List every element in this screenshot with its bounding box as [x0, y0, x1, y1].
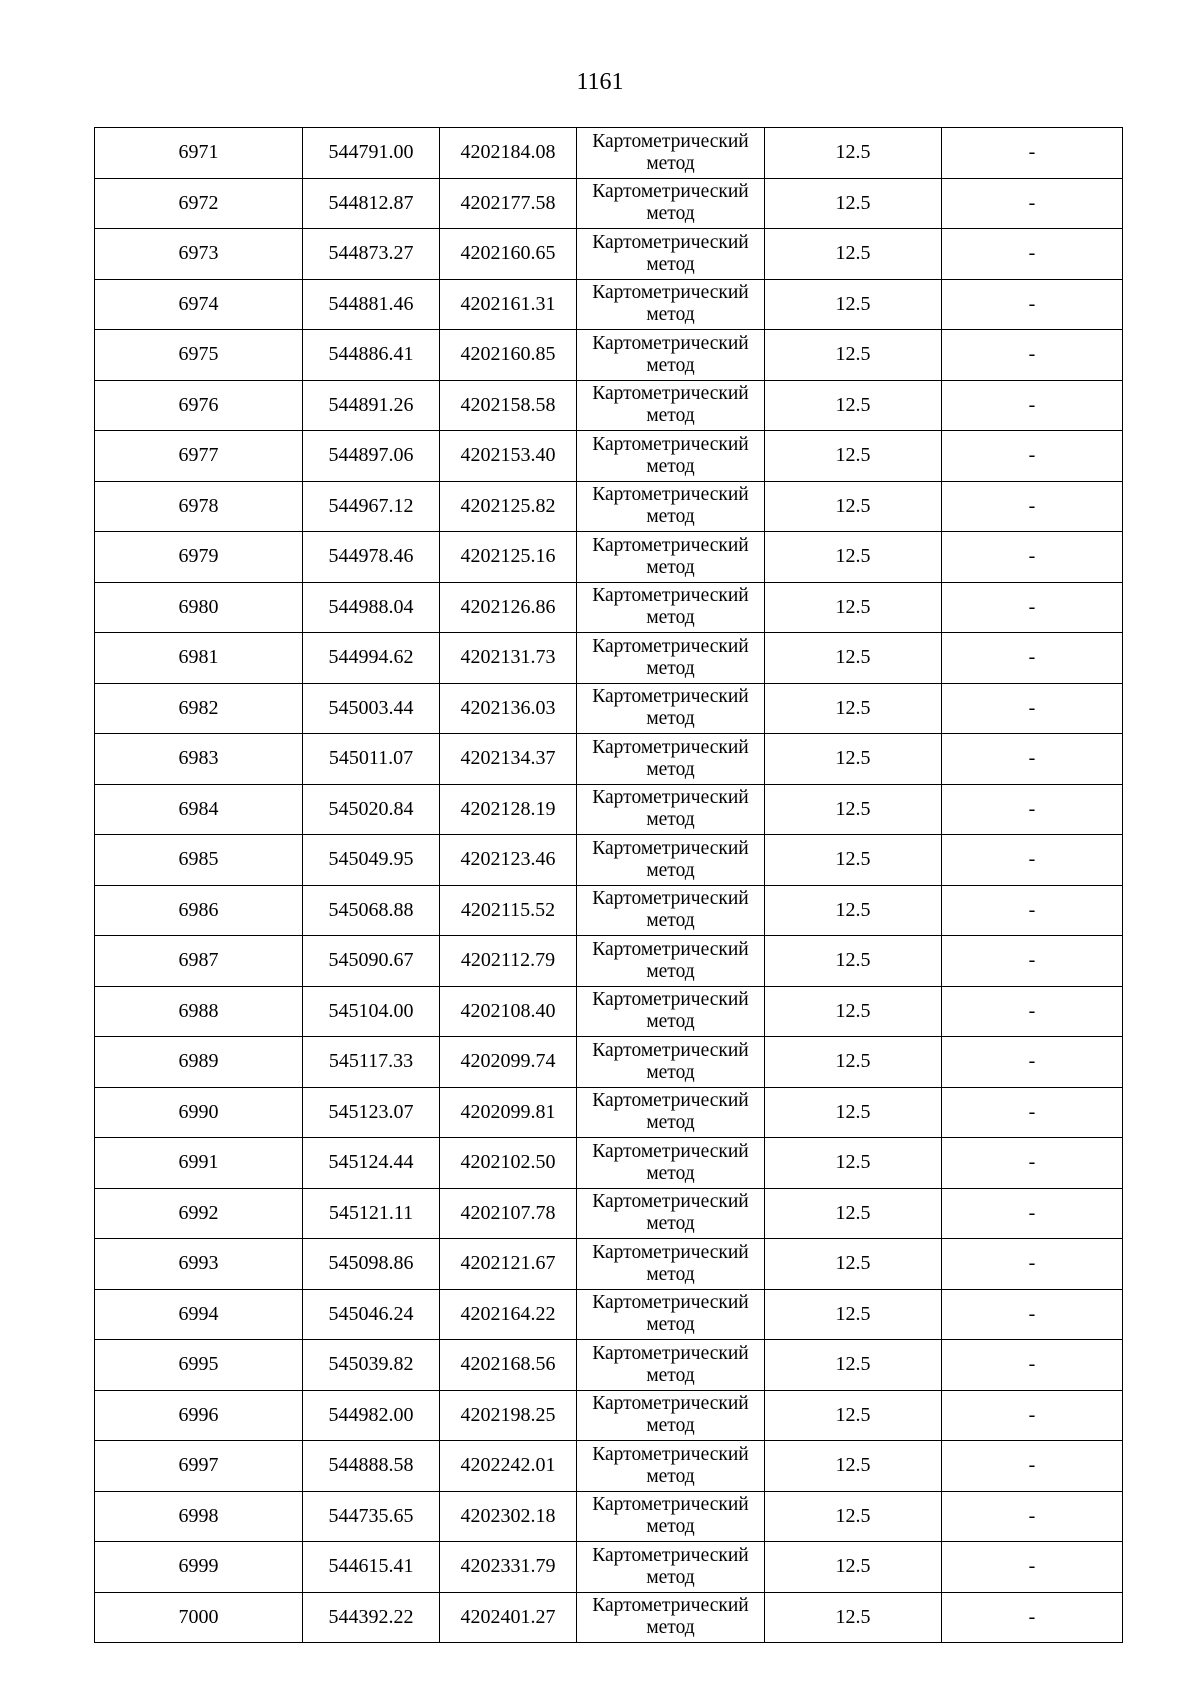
y-coordinate-cell: 4202121.67	[440, 1239, 577, 1290]
description-cell: -	[942, 178, 1123, 229]
method-line-1: Картометрический	[592, 282, 749, 304]
method-cell	[577, 330, 765, 381]
x-coordinate-cell: 544392.22	[303, 1592, 440, 1643]
method-line-1: Картометрический	[592, 1140, 749, 1162]
accuracy-cell: 12.5	[765, 633, 942, 684]
method-cell	[577, 1188, 765, 1239]
point-number-cell: 6987	[95, 936, 303, 987]
point-number-cell: 6994	[95, 1289, 303, 1340]
method-line-2: метод	[646, 253, 695, 275]
method-line-2: метод	[646, 1011, 695, 1033]
point-number-cell: 6998	[95, 1491, 303, 1542]
method-cell	[577, 1239, 765, 1290]
description-cell: -	[942, 1441, 1123, 1492]
method-cell	[577, 1087, 765, 1138]
table-row	[95, 279, 1123, 330]
accuracy-cell: 12.5	[765, 229, 942, 280]
y-coordinate-cell: 4202128.19	[440, 784, 577, 835]
description-cell: -	[942, 330, 1123, 381]
method-cell	[577, 986, 765, 1037]
method-line-2: метод	[646, 708, 695, 730]
table-row	[95, 734, 1123, 785]
method-line-2: метод	[646, 203, 695, 225]
accuracy-cell: 12.5	[765, 330, 942, 381]
y-coordinate-cell: 4202158.58	[440, 380, 577, 431]
method-cell	[577, 1037, 765, 1088]
point-number-cell: 6981	[95, 633, 303, 684]
method-line-1: Картометрический	[592, 181, 749, 203]
x-coordinate-cell: 544891.26	[303, 380, 440, 431]
x-coordinate-cell: 544735.65	[303, 1491, 440, 1542]
accuracy-cell: 12.5	[765, 1542, 942, 1593]
x-coordinate-cell: 545124.44	[303, 1138, 440, 1189]
method-line-1: Картометрический	[592, 1494, 749, 1516]
description-cell: -	[942, 380, 1123, 431]
method-line-1: Картометрический	[592, 383, 749, 405]
y-coordinate-cell: 4202160.65	[440, 229, 577, 280]
y-coordinate-cell: 4202198.25	[440, 1390, 577, 1441]
method-line-1: Картометрический	[592, 888, 749, 910]
accuracy-cell: 12.5	[765, 380, 942, 431]
point-number-cell: 6976	[95, 380, 303, 431]
y-coordinate-cell: 4202177.58	[440, 178, 577, 229]
y-coordinate-cell: 4202184.08	[440, 128, 577, 179]
method-cell	[577, 532, 765, 583]
table-row	[95, 683, 1123, 734]
x-coordinate-cell: 545020.84	[303, 784, 440, 835]
method-cell	[577, 481, 765, 532]
x-coordinate-cell: 545098.86	[303, 1239, 440, 1290]
description-cell: -	[942, 734, 1123, 785]
point-number-cell: 6999	[95, 1542, 303, 1593]
accuracy-cell: 12.5	[765, 1289, 942, 1340]
method-line-1: Картометрический	[592, 433, 749, 455]
table-row	[95, 1188, 1123, 1239]
point-number-cell: 6996	[95, 1390, 303, 1441]
y-coordinate-cell: 4202302.18	[440, 1491, 577, 1542]
method-line-1: Картометрический	[592, 736, 749, 758]
x-coordinate-cell: 544812.87	[303, 178, 440, 229]
method-line-1: Картометрический	[592, 989, 749, 1011]
method-line-2: метод	[646, 607, 695, 629]
accuracy-cell: 12.5	[765, 1138, 942, 1189]
method-cell	[577, 431, 765, 482]
table-row	[95, 1592, 1123, 1643]
description-cell: -	[942, 885, 1123, 936]
accuracy-cell: 12.5	[765, 1037, 942, 1088]
table-row	[95, 582, 1123, 633]
method-line-1: Картометрический	[592, 585, 749, 607]
table-row	[95, 1390, 1123, 1441]
point-number-cell: 6979	[95, 532, 303, 583]
method-cell	[577, 885, 765, 936]
y-coordinate-cell: 4202131.73	[440, 633, 577, 684]
method-line-1: Картометрический	[592, 1342, 749, 1364]
description-cell: -	[942, 683, 1123, 734]
method-cell	[577, 1441, 765, 1492]
x-coordinate-cell: 545039.82	[303, 1340, 440, 1391]
accuracy-cell: 12.5	[765, 986, 942, 1037]
table-row	[95, 1239, 1123, 1290]
method-line-2: метод	[646, 809, 695, 831]
method-line-1: Картометрический	[592, 837, 749, 859]
x-coordinate-cell: 545117.33	[303, 1037, 440, 1088]
table-row	[95, 1340, 1123, 1391]
method-cell	[577, 784, 765, 835]
table-row	[95, 1441, 1123, 1492]
point-number-cell: 6990	[95, 1087, 303, 1138]
point-number-cell: 6985	[95, 835, 303, 886]
point-number-cell: 6972	[95, 178, 303, 229]
accuracy-cell: 12.5	[765, 279, 942, 330]
accuracy-cell: 12.5	[765, 835, 942, 886]
accuracy-cell: 12.5	[765, 1239, 942, 1290]
method-line-2: метод	[646, 1314, 695, 1336]
description-cell: -	[942, 1138, 1123, 1189]
method-line-1: Картометрический	[592, 1393, 749, 1415]
method-line-1: Картометрический	[592, 938, 749, 960]
table-row	[95, 330, 1123, 381]
x-coordinate-cell: 544791.00	[303, 128, 440, 179]
x-coordinate-cell: 545123.07	[303, 1087, 440, 1138]
method-line-1: Картометрический	[592, 1595, 749, 1617]
y-coordinate-cell: 4202108.40	[440, 986, 577, 1037]
method-line-2: метод	[646, 1364, 695, 1386]
point-number-cell: 6989	[95, 1037, 303, 1088]
x-coordinate-cell: 544967.12	[303, 481, 440, 532]
table-row	[95, 380, 1123, 431]
table-body	[95, 128, 1123, 1643]
method-line-1: Картометрический	[592, 1292, 749, 1314]
accuracy-cell: 12.5	[765, 431, 942, 482]
method-line-2: метод	[646, 910, 695, 932]
point-number-cell: 6995	[95, 1340, 303, 1391]
method-line-2: метод	[646, 152, 695, 174]
table-row	[95, 936, 1123, 987]
description-cell: -	[942, 1289, 1123, 1340]
method-line-2: метод	[646, 960, 695, 982]
method-cell	[577, 835, 765, 886]
table-row	[95, 784, 1123, 835]
method-cell	[577, 1138, 765, 1189]
method-line-1: Картометрический	[592, 1443, 749, 1465]
y-coordinate-cell: 4202102.50	[440, 1138, 577, 1189]
description-cell: -	[942, 784, 1123, 835]
method-line-1: Картометрический	[592, 130, 749, 152]
page-number: 1161	[576, 69, 624, 95]
method-cell	[577, 380, 765, 431]
table-row	[95, 532, 1123, 583]
coordinates-table	[94, 127, 1123, 1643]
method-line-2: метод	[646, 758, 695, 780]
accuracy-cell: 12.5	[765, 1188, 942, 1239]
x-coordinate-cell: 545068.88	[303, 885, 440, 936]
method-line-2: метод	[646, 1415, 695, 1437]
accuracy-cell: 12.5	[765, 683, 942, 734]
method-line-2: метод	[646, 1112, 695, 1134]
accuracy-cell: 12.5	[765, 1340, 942, 1391]
point-number-cell: 7000	[95, 1592, 303, 1643]
x-coordinate-cell: 544886.41	[303, 330, 440, 381]
description-cell: -	[942, 1340, 1123, 1391]
y-coordinate-cell: 4202125.16	[440, 532, 577, 583]
y-coordinate-cell: 4202164.22	[440, 1289, 577, 1340]
method-cell	[577, 1340, 765, 1391]
method-line-2: метод	[646, 1465, 695, 1487]
method-line-2: метод	[646, 556, 695, 578]
accuracy-cell: 12.5	[765, 481, 942, 532]
x-coordinate-cell: 544982.00	[303, 1390, 440, 1441]
method-cell	[577, 178, 765, 229]
method-line-2: метод	[646, 657, 695, 679]
method-cell	[577, 128, 765, 179]
method-line-2: метод	[646, 405, 695, 427]
table-row	[95, 1289, 1123, 1340]
accuracy-cell: 12.5	[765, 936, 942, 987]
method-line-2: метод	[646, 1516, 695, 1538]
method-line-2: метод	[646, 455, 695, 477]
description-cell: -	[942, 582, 1123, 633]
method-cell	[577, 734, 765, 785]
method-line-2: метод	[646, 304, 695, 326]
method-line-1: Картометрический	[592, 1191, 749, 1213]
x-coordinate-cell: 545003.44	[303, 683, 440, 734]
x-coordinate-cell: 544988.04	[303, 582, 440, 633]
y-coordinate-cell: 4202161.31	[440, 279, 577, 330]
accuracy-cell: 12.5	[765, 178, 942, 229]
accuracy-cell: 12.5	[765, 1592, 942, 1643]
y-coordinate-cell: 4202126.86	[440, 582, 577, 633]
description-cell: -	[942, 1087, 1123, 1138]
method-cell	[577, 633, 765, 684]
method-line-1: Картометрический	[592, 787, 749, 809]
table-row	[95, 178, 1123, 229]
accuracy-cell: 12.5	[765, 532, 942, 583]
method-cell	[577, 1542, 765, 1593]
x-coordinate-cell: 545046.24	[303, 1289, 440, 1340]
description-cell: -	[942, 431, 1123, 482]
method-cell	[577, 279, 765, 330]
accuracy-cell: 12.5	[765, 128, 942, 179]
description-cell: -	[942, 128, 1123, 179]
method-line-2: метод	[646, 1617, 695, 1639]
y-coordinate-cell: 4202153.40	[440, 431, 577, 482]
y-coordinate-cell: 4202115.52	[440, 885, 577, 936]
point-number-cell: 6986	[95, 885, 303, 936]
description-cell: -	[942, 1592, 1123, 1643]
x-coordinate-cell: 545121.11	[303, 1188, 440, 1239]
method-cell	[577, 1592, 765, 1643]
method-line-1: Картометрический	[592, 1544, 749, 1566]
method-line-1: Картометрический	[592, 1039, 749, 1061]
method-cell	[577, 1390, 765, 1441]
table-row	[95, 431, 1123, 482]
description-cell: -	[942, 986, 1123, 1037]
x-coordinate-cell: 544897.06	[303, 431, 440, 482]
accuracy-cell: 12.5	[765, 1491, 942, 1542]
table-row	[95, 885, 1123, 936]
y-coordinate-cell: 4202168.56	[440, 1340, 577, 1391]
x-coordinate-cell: 544994.62	[303, 633, 440, 684]
method-line-2: метод	[646, 506, 695, 528]
description-cell: -	[942, 532, 1123, 583]
method-line-2: метод	[646, 1213, 695, 1235]
method-cell	[577, 582, 765, 633]
method-line-1: Картометрический	[592, 231, 749, 253]
method-line-2: метод	[646, 1061, 695, 1083]
x-coordinate-cell: 544978.46	[303, 532, 440, 583]
table-row	[95, 1491, 1123, 1542]
table-row	[95, 986, 1123, 1037]
method-line-2: метод	[646, 1162, 695, 1184]
description-cell: -	[942, 481, 1123, 532]
y-coordinate-cell: 4202401.27	[440, 1592, 577, 1643]
x-coordinate-cell: 545090.67	[303, 936, 440, 987]
description-cell: -	[942, 1390, 1123, 1441]
point-number-cell: 6983	[95, 734, 303, 785]
table-row	[95, 1542, 1123, 1593]
table-row	[95, 1138, 1123, 1189]
point-number-cell: 6991	[95, 1138, 303, 1189]
method-cell	[577, 1491, 765, 1542]
y-coordinate-cell: 4202242.01	[440, 1441, 577, 1492]
point-number-cell: 6984	[95, 784, 303, 835]
method-line-1: Картометрический	[592, 1090, 749, 1112]
method-line-1: Картометрический	[592, 686, 749, 708]
table-row	[95, 229, 1123, 280]
accuracy-cell: 12.5	[765, 1087, 942, 1138]
description-cell: -	[942, 279, 1123, 330]
point-number-cell: 6997	[95, 1441, 303, 1492]
method-line-2: метод	[646, 1263, 695, 1285]
accuracy-cell: 12.5	[765, 734, 942, 785]
point-number-cell: 6974	[95, 279, 303, 330]
point-number-cell: 6993	[95, 1239, 303, 1290]
method-cell	[577, 229, 765, 280]
table-row	[95, 128, 1123, 179]
description-cell: -	[942, 633, 1123, 684]
description-cell: -	[942, 1239, 1123, 1290]
y-coordinate-cell: 4202099.74	[440, 1037, 577, 1088]
table-row	[95, 1087, 1123, 1138]
method-line-1: Картометрический	[592, 534, 749, 556]
y-coordinate-cell: 4202331.79	[440, 1542, 577, 1593]
point-number-cell: 6971	[95, 128, 303, 179]
point-number-cell: 6992	[95, 1188, 303, 1239]
y-coordinate-cell: 4202123.46	[440, 835, 577, 886]
y-coordinate-cell: 4202107.78	[440, 1188, 577, 1239]
y-coordinate-cell: 4202134.37	[440, 734, 577, 785]
method-cell	[577, 683, 765, 734]
x-coordinate-cell: 545049.95	[303, 835, 440, 886]
accuracy-cell: 12.5	[765, 784, 942, 835]
x-coordinate-cell: 545104.00	[303, 986, 440, 1037]
method-line-1: Картометрический	[592, 332, 749, 354]
y-coordinate-cell: 4202125.82	[440, 481, 577, 532]
x-coordinate-cell: 544888.58	[303, 1441, 440, 1492]
point-number-cell: 6980	[95, 582, 303, 633]
table-row	[95, 1037, 1123, 1088]
description-cell: -	[942, 936, 1123, 987]
x-coordinate-cell: 544873.27	[303, 229, 440, 280]
table-row	[95, 481, 1123, 532]
y-coordinate-cell: 4202099.81	[440, 1087, 577, 1138]
method-line-2: метод	[646, 354, 695, 376]
y-coordinate-cell: 4202112.79	[440, 936, 577, 987]
point-number-cell: 6977	[95, 431, 303, 482]
y-coordinate-cell: 4202136.03	[440, 683, 577, 734]
table-row	[95, 633, 1123, 684]
point-number-cell: 6988	[95, 986, 303, 1037]
method-line-1: Картометрический	[592, 484, 749, 506]
table-row	[95, 835, 1123, 886]
accuracy-cell: 12.5	[765, 1441, 942, 1492]
method-line-2: метод	[646, 859, 695, 881]
x-coordinate-cell: 545011.07	[303, 734, 440, 785]
method-line-1: Картометрический	[592, 1241, 749, 1263]
method-cell	[577, 936, 765, 987]
y-coordinate-cell: 4202160.85	[440, 330, 577, 381]
accuracy-cell: 12.5	[765, 1390, 942, 1441]
description-cell: -	[942, 1188, 1123, 1239]
point-number-cell: 6975	[95, 330, 303, 381]
point-number-cell: 6973	[95, 229, 303, 280]
method-cell	[577, 1289, 765, 1340]
description-cell: -	[942, 1491, 1123, 1542]
accuracy-cell: 12.5	[765, 885, 942, 936]
point-number-cell: 6978	[95, 481, 303, 532]
description-cell: -	[942, 229, 1123, 280]
method-line-1: Картометрический	[592, 635, 749, 657]
description-cell: -	[942, 1542, 1123, 1593]
accuracy-cell: 12.5	[765, 582, 942, 633]
point-number-cell: 6982	[95, 683, 303, 734]
method-line-2: метод	[646, 1566, 695, 1588]
x-coordinate-cell: 544615.41	[303, 1542, 440, 1593]
x-coordinate-cell: 544881.46	[303, 279, 440, 330]
description-cell: -	[942, 835, 1123, 886]
description-cell: -	[942, 1037, 1123, 1088]
